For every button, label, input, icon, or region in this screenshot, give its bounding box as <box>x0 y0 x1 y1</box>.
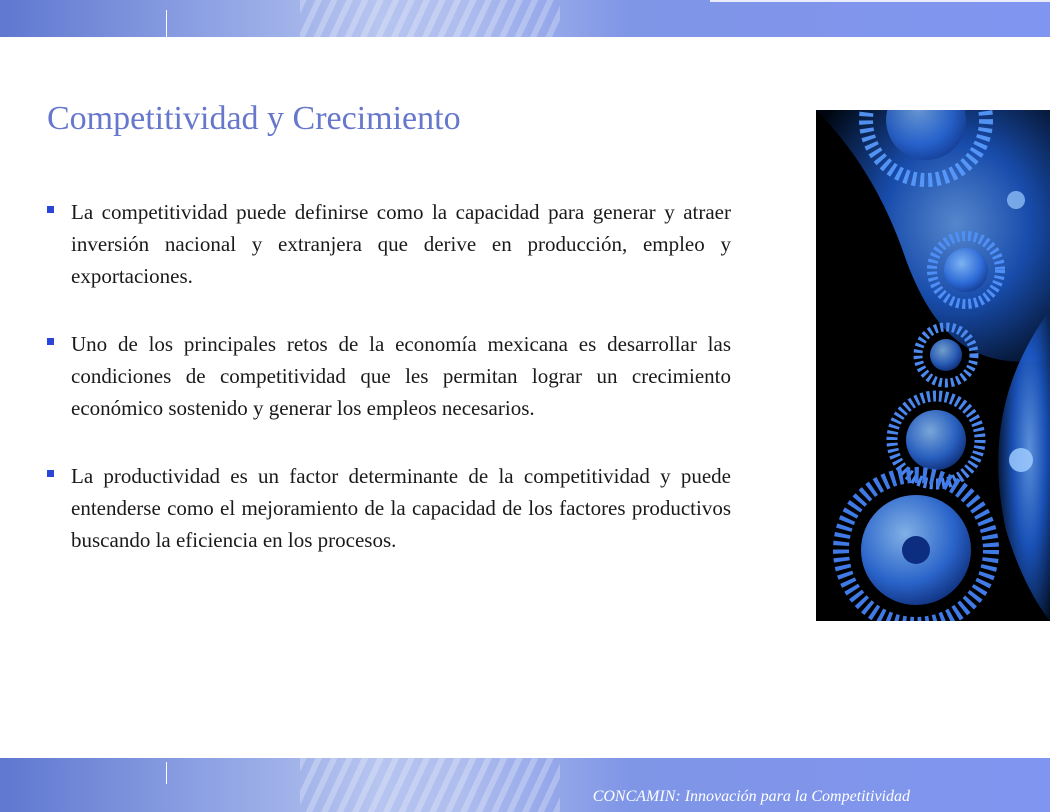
gears-icon <box>816 110 1050 621</box>
square-bullet-icon <box>47 338 54 345</box>
footer-stripes <box>300 758 560 812</box>
bullet-item <box>47 460 731 556</box>
gears-image <box>816 110 1050 621</box>
footer-band <box>0 758 1050 812</box>
bullet-text: La productividad es un factor determinante de la competitividad y puede entenderse como el mejoramiento de la capacidad de los factores productivos buscando la eficiencia en los procesos. <box>71 464 731 552</box>
square-bullet-icon <box>47 470 54 477</box>
header-rule <box>710 0 1050 2</box>
bullet-item <box>47 328 731 424</box>
bullet-list <box>47 196 731 592</box>
header-stripes <box>300 0 560 37</box>
bullet-item <box>47 196 731 292</box>
slide-title: Competitividad y Crecimiento <box>47 100 461 137</box>
header-band <box>0 0 1050 37</box>
bullet-text: Uno de los principales retos de la economía mexicana es desarrollar las condiciones de competitividad que les permitan lograr un crecimiento económico sostenido y generar los empleos necesarios. <box>71 332 731 420</box>
footer-text: CONCAMIN: Innovación para la Competitividad <box>592 788 910 805</box>
bullet-text: La competitividad puede definirse como la capacidad para generar y atraer inversión nacional y extranjera que derive en producción, empleo y exportaciones. <box>71 200 731 288</box>
footer-divider-tick <box>166 762 167 784</box>
square-bullet-icon <box>47 206 54 213</box>
header-divider-tick <box>166 10 167 37</box>
